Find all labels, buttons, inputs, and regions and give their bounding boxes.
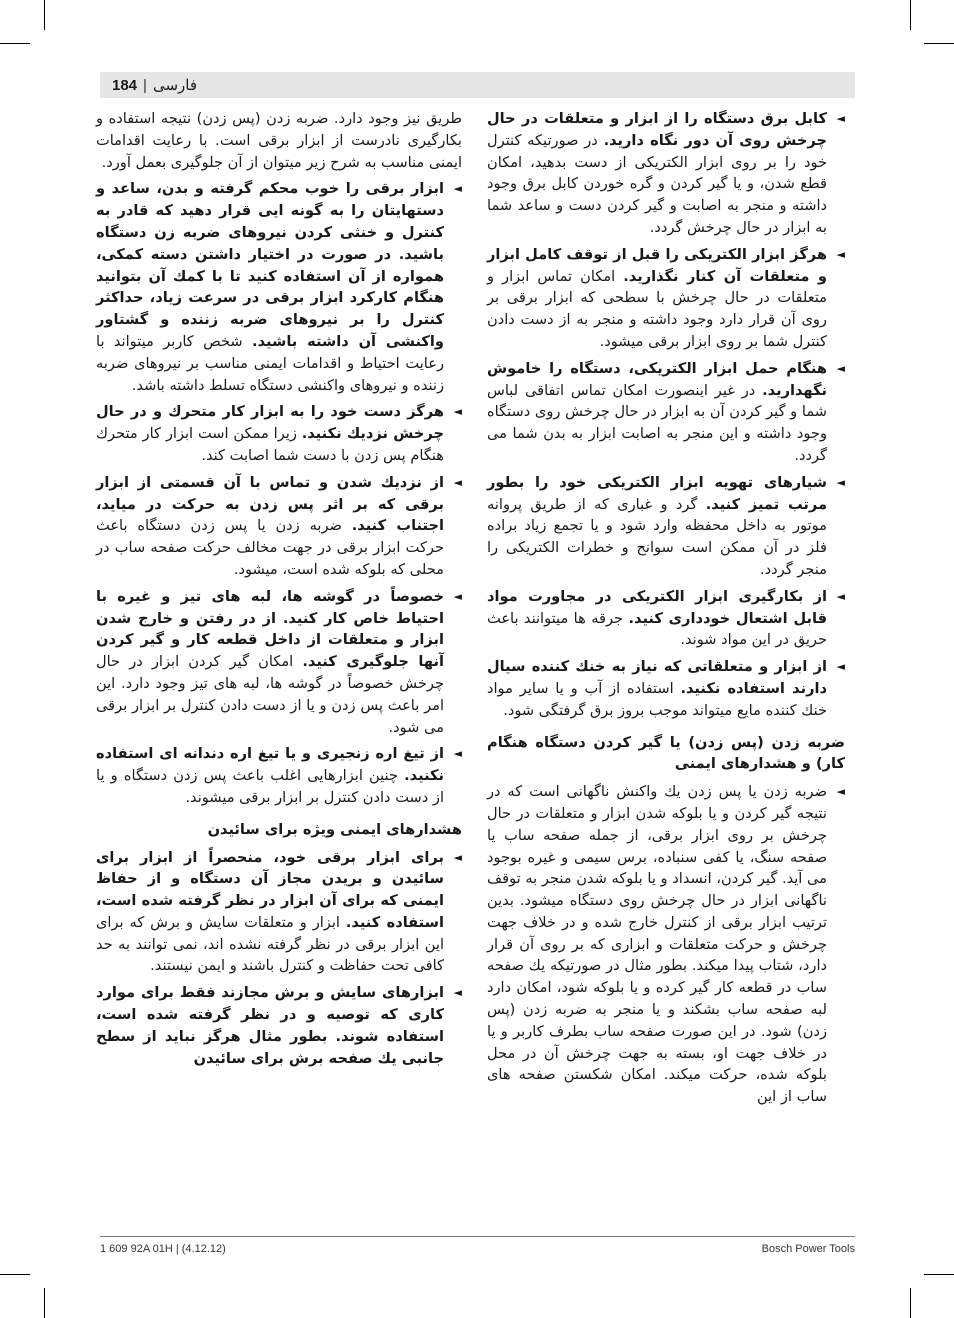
page-number: 184 [112, 76, 138, 94]
right-column [487, 108, 845, 1113]
page-header [100, 72, 855, 98]
list-item: ◄ برای ابزار برقی خود، منحصراً از ابزار برای سائیدن و بریدن مجاز آن دستگاه و از حفاظ ایمنی كه برای آن ابزار در نظر گرفته شده است، استفاده كنید. ابزار و متعلقات سایش و برش كه برای این ابزار برقی در نظر گرفته نشده اند، نمی توانند به حد كافی تحت حفاظت و كنترل باشند و ایمن نیستند. [96, 848, 462, 975]
bullet-icon: ◄ [453, 747, 462, 761]
bullet-icon: ◄ [453, 475, 462, 489]
bullet-icon: ◄ [453, 405, 462, 419]
bullet-icon: ◄ [836, 247, 845, 261]
bullet-icon: ◄ [836, 475, 845, 489]
list-item: ◄ از نزدیك شدن و تماس با آن قسمتی از ابزار برقی كه بر اثر پس زدن به حركت در میاید، اجتناب كنید. ضربه زدن یا پس زدن دستگاه باعث حركت ابزار برقی در جهت مخالف حركت صفحه ساب در محلی كه بلوكه شده است، میشود. [96, 473, 462, 578]
bullet-icon: ◄ [453, 986, 462, 1000]
left-column [96, 108, 462, 1074]
list-item: ◄ از بکارگیری ابزار الکتریکی در مجاورت مواد قابل اشتعال خودداری کنید. جرقه ها میتوانند باعث حریق در این مواد شوند. [487, 587, 845, 649]
bullet-icon: ◄ [836, 785, 845, 799]
crop-mark [910, 1288, 911, 1318]
header-separator: | [143, 76, 147, 94]
section-heading: هشدارهای ایمنی ویژه برای سائیدن [207, 820, 462, 838]
list-item: ◄ هرگز دست خود را به ابزار كار متحرك و در حال چرخش نزدیك نكنید. زیرا ممكن است ابزار كار متحرك هنگام پس زدن با دست شما اصابت كند. [96, 403, 462, 464]
paragraph: طریق نیز وجود دارد. ضربه زدن (پس زدن) نتیجه استفاده و بكارگیری نادرست از ابزار برقی است. با رعایت اقدامات ایمنی مناسب به شرح زیر میتوان از آن جلوگیری بعمل آورد. [96, 110, 462, 171]
footer-brand: Bosch Power Tools [761, 1243, 855, 1255]
crop-mark [44, 0, 45, 30]
crop-mark [44, 1288, 45, 1318]
list-item: ◄ خصوصاً در گوشه ها، لبه های تیز و غیره با احتیاط خاص كار كنید. از در رفتن و خارج شدن ابزار و متعلقات از داخل قطعه كار و گیر كردن آنها جلوگیری كنید. امكان گیر كردن ابزار در حال چرخش خصوصاً در گوشه ها، لبه های تیز وجود دارد. این امر باعث پس زدن و یا از دست دادن كنترل بر ابزار برقی می شود. [96, 587, 462, 736]
header-language: فارسی [152, 77, 197, 94]
bullet-icon: ◄ [453, 182, 462, 196]
crop-mark [924, 1274, 954, 1275]
bullet-icon: ◄ [836, 361, 845, 375]
section-heading: ضربه زدن (پس زدن) یا گیر کردن دستگاه هنگام کار) و هشدارهای ایمنی [487, 733, 845, 773]
list-item: ◄ ابزارهای سایش و برش مجازند فقط برای موارد كاری كه توصیه و در نظر گرفته شده است، استفاده شوند. بطور مثال هرگز نباید از سطح جانبی یك صفحه برش برای سائیدن [96, 984, 462, 1067]
list-item: ◄ ابزار برقی را خوب محكم گرفته و بدن، ساعد و دستهایتان را به گونه ایی قرار دهید كه قادر به كنترل و خنثی كردن نیروهای ضربه زن دستگاه باشید. در صورت در اختیار داشتن دسته كمكی، همواره از آن استفاده كنید تا با كمك آن بتوانید هنگام كاركرد ابزار برقی در سرعت زیاد، حداكثر كنترل را بر نیروهای ضربه زننده و گشتاور واكنشی آن داشته باشید. شخص كاربر میتواند با رعایت احتیاط و اقدامات ایمنی مناسب بر نیروهای ضربه زننده و نیروهای واكنشی دستگاه تسلط داشته باشد. [96, 180, 462, 394]
list-item: ◄ هنگام حمل ابزار الکتریکی، دستگاه را خاموش نگهدارید. در غیر اینصورت امکان تماس اتفاقی لباس شما و گیر کردن آن به ابزار در حال چرخش روی دستگاه وجود داشته و این منجر به اصابت ابزار به بدن شما می گردد. [487, 359, 845, 464]
list-item: ◄ از ابزار و متعلقاتی که نیاز به خنك كننده سیال دارند استفاده نكنید. استفاده از آب و یا سایر مواد خنك كننده مایع میتواند موجب بروز برق گرفتگی شود. [487, 658, 845, 719]
bullet-icon: ◄ [453, 850, 462, 864]
list-item: ◄ از تیغ اره زنجیری و یا تیغ اره دندانه ای استفاده نكنید. چنین ابزارهایی اغلب باعث پس زدن دستگاه و یا از دست دادن كنترل بر ابزار برقی میشوند. [96, 745, 462, 806]
list-item: ◄ کابل برق دستگاه را از ابزار و متعلقات در حال چرخش روی آن دور نگاه دارید. در صورتیکه کنترل خود را بر روی ابزار الکتریکی از دست بدهید، امکان قطع شدن، و یا گیر کردن و گره خوردن کابل برق وجود داشته و منجر به اصابت و گیر کردن دست و ساعد شما به ابزار در حال چرخش گردد. [487, 110, 845, 236]
crop-mark [0, 43, 30, 44]
bullet-icon: ◄ [453, 589, 462, 603]
crop-mark [0, 1274, 30, 1275]
crop-mark [924, 43, 954, 44]
list-item: ◄ هرگز ابزار الکتریکی را قبل از توقف کامل ابزار و متعلقات آن کنار نگذارید. امکان تماس ابزار و متعلقات در حال چرخش با سطحی که ابزار برقی بر روی آن قرار دارد وجود داشته و منجر به از دست دادن کنترل شما بر روی ابزار برقی میشود. [487, 245, 845, 350]
bullet-icon: ◄ [836, 589, 845, 603]
bullet-icon: ◄ [836, 660, 845, 674]
footer-doc-id: 1 609 92A 01H | (4.12.12) [100, 1243, 226, 1255]
page-footer [100, 1236, 855, 1261]
bullet-icon: ◄ [836, 112, 845, 125]
list-item: ◄ ضربه زدن یا پس زدن یك واكنش ناگهانی است كه در نتیجه گیر كردن و یا بلوكه شدن ابزار و متعلقات در حال چرخش بر روی ابزار برقی، از جمله صفحه ساب یا صفحه سنگ، یا كفی سنباده، برس سیمی و غیره بوجود می آید. گیر كردن، انسداد و یا بلوكه شدن منجر به توقف ناگهانی ابزار در حال چرخش روی دستگاه میشود. بدین ترتیب ابزار برقی از كنترل خارج شده و در خلاف جهت چرخش و حركت متعلقات و ابزاری كه بر روی آن قرار دارد، شتاب پیدا میكند. بطور مثال در صورتیكه یك صفحه ساب در قطعه كار گیر كرده و یا بلوكه شود، امكان دارد لبه صفحه ساب بشكند و یا منجر به ضربه زدن (پس زدن) شود. در این صورت صفحه ساب بطرف كاربر و یا در خلاف جهت او، بسته به جهت چرخش آن در محل بلوكه شده، حركت میكند. امكان شكستن صفحه های ساب از این [487, 783, 845, 1106]
list-item: ◄ شیارهای تهویه ابزار الکتریکی خود را بطور مرتب تمیز کنید. گرد و غباری که از طریق پروانه موتور به داخل محفظه وارد شود و یا تجمع زیاد براده فلز در آن ممکن است سوانح و خطرات الکتریکی را منجر گردد. [487, 473, 845, 578]
crop-mark [910, 0, 911, 30]
